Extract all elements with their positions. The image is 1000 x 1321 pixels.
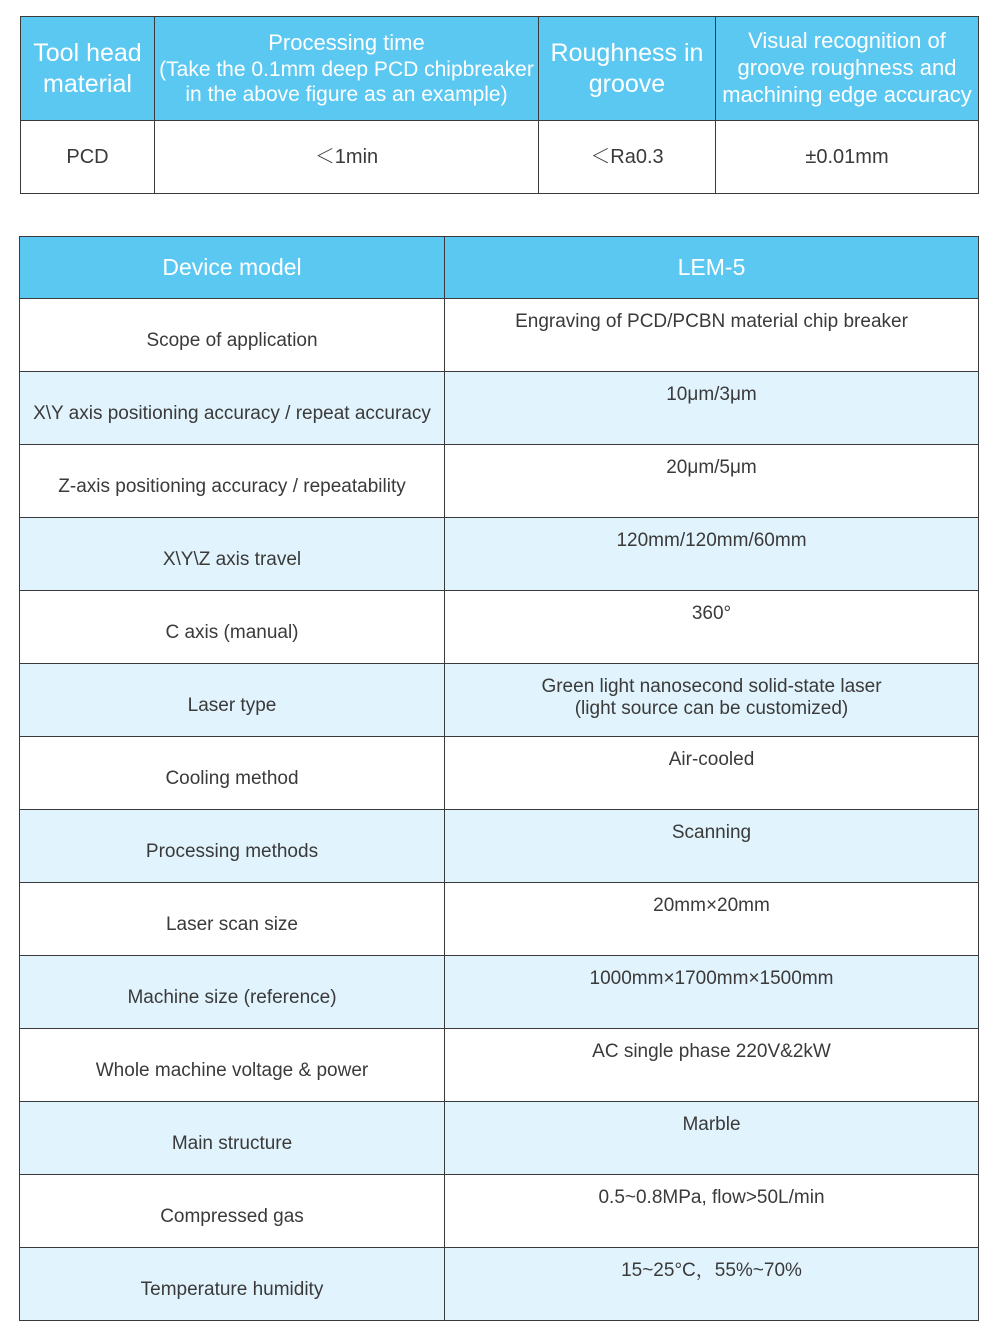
header-processing-time-note: (Take the 0.1mm deep PCD chipbreaker in the above figure as an example): [159, 57, 534, 106]
spec-label: Compressed gas: [20, 1175, 445, 1248]
table-row: [20, 591, 979, 664]
header-roughness-in-groove: Roughness in groove: [539, 17, 716, 121]
spec-label: Processing methods: [20, 810, 445, 883]
spec-value-line: Engraving of PCD/PCBN material chip breaker: [515, 311, 908, 332]
spec-value-line: 0.5~0.8MPa, flow>50L/min: [598, 1187, 825, 1208]
table-row: [20, 372, 979, 445]
spec-value: [445, 445, 979, 518]
spec-value-line: 1000mm×1700mm×1500mm: [589, 968, 834, 989]
spec-label: Machine size (reference): [20, 956, 445, 1029]
header-processing-time-title: Processing time: [268, 29, 425, 55]
table-row: [20, 664, 979, 737]
spec-value-line: 10μm/3μm: [666, 384, 757, 405]
cell-material: PCD: [21, 121, 155, 194]
spec-value-line: 15~25°C，55%~70%: [621, 1260, 802, 1281]
table-row: [20, 1102, 979, 1175]
spec-value: [445, 1029, 979, 1102]
cell-processing-time: ＜1min: [155, 121, 539, 194]
table-row: [20, 883, 979, 956]
spec-table-body: [20, 299, 979, 1321]
cell-accuracy: ±0.01mm: [716, 121, 979, 194]
spec-value: [445, 737, 979, 810]
spec-value: [445, 664, 979, 737]
spec-label: X\Y\Z axis travel: [20, 518, 445, 591]
device-spec-table: [19, 236, 979, 1321]
spec-value: [445, 372, 979, 445]
table-row: [20, 1029, 979, 1102]
spec-value-line: Marble: [682, 1114, 741, 1135]
summary-data-row: [21, 121, 979, 194]
spec-value: [445, 810, 979, 883]
header-model-value: LEM-5: [445, 237, 979, 299]
spec-value-line: Air-cooled: [668, 749, 755, 770]
spec-value: [445, 518, 979, 591]
spec-value-line: 120mm/120mm/60mm: [616, 530, 807, 551]
table-row: [20, 1175, 979, 1248]
header-tool-head-material: Tool head material: [21, 17, 155, 121]
table-row: [20, 299, 979, 372]
spec-label: Cooling method: [20, 737, 445, 810]
spec-label: Whole machine voltage & power: [20, 1029, 445, 1102]
spec-value: [445, 591, 979, 664]
spec-label: X\Y axis positioning accuracy / repeat accuracy: [20, 372, 445, 445]
spec-label: Z-axis positioning accuracy / repeatability: [20, 445, 445, 518]
spec-value: [445, 1102, 979, 1175]
spec-value-line: 360°: [691, 603, 732, 624]
summary-header-row: [21, 17, 979, 121]
spec-value: [445, 883, 979, 956]
table-row: [20, 518, 979, 591]
spec-label: Temperature humidity: [20, 1248, 445, 1321]
spec-value-line-2: (light source can be customized): [574, 697, 849, 719]
processing-summary-table: [20, 16, 979, 194]
cell-roughness: ＜Ra0.3: [539, 121, 716, 194]
spec-value: [445, 956, 979, 1029]
header-processing-time: [155, 17, 539, 121]
table-row: [20, 956, 979, 1029]
header-visual-recognition: Visual recognition of groove roughness and machining edge accuracy: [716, 17, 979, 121]
spec-label: Laser scan size: [20, 883, 445, 956]
spec-value-line: AC single phase 220V&2kW: [592, 1041, 831, 1062]
table-row: [20, 445, 979, 518]
spec-label: Scope of application: [20, 299, 445, 372]
spec-value: [445, 1175, 979, 1248]
spec-label: Laser type: [20, 664, 445, 737]
spec-value: [445, 299, 979, 372]
header-device-model: Device model: [20, 237, 445, 299]
spec-value-line: 20μm/5μm: [666, 457, 757, 478]
spec-label: Main structure: [20, 1102, 445, 1175]
spec-header-row: [20, 237, 979, 299]
spec-label: C axis (manual): [20, 591, 445, 664]
spec-value-line: 20mm×20mm: [653, 895, 770, 916]
spec-value: [445, 1248, 979, 1321]
table-row: [20, 737, 979, 810]
table-row: [20, 810, 979, 883]
spec-value-line: Green light nanosecond solid-state laser: [541, 676, 882, 697]
spec-value-line: Scanning: [671, 822, 752, 843]
table-row: [20, 1248, 979, 1321]
